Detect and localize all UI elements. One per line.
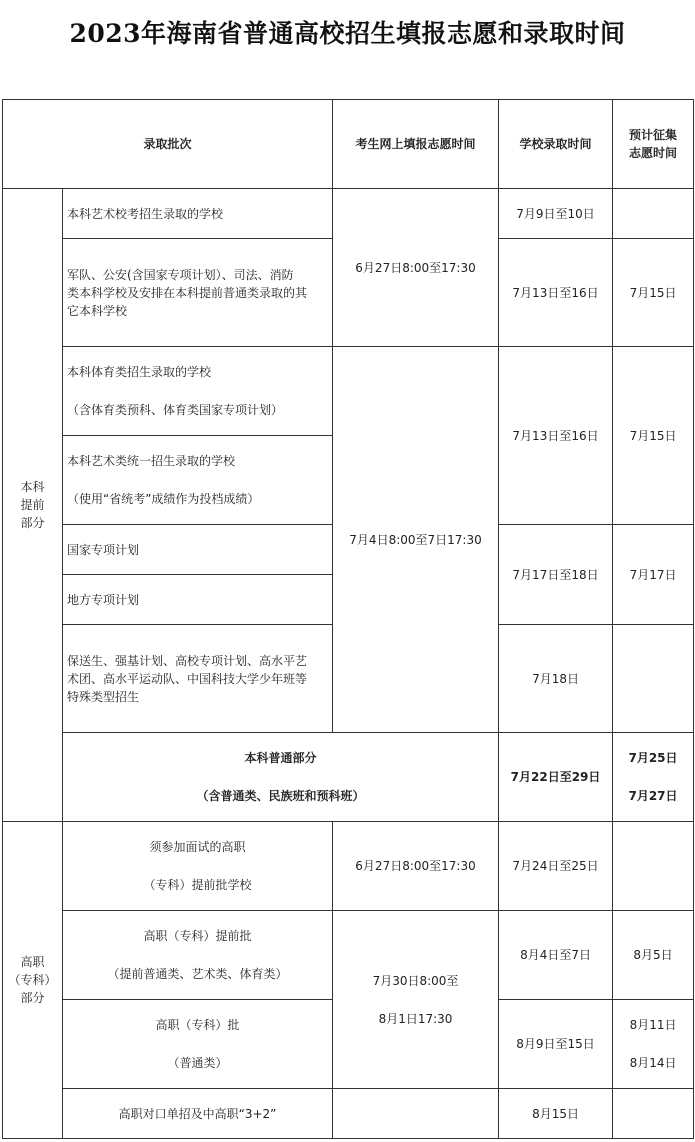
school-time-cell: 7月13日至16日	[499, 239, 613, 347]
online-time-line: 8月1日17:30	[378, 1011, 453, 1026]
school-time-cell: 7月9日至10日	[499, 189, 613, 239]
batch-label-line: 它本科学校	[67, 303, 128, 318]
table-header-row	[3, 100, 694, 189]
batch-label-line: （含普通类、民族班和预科班）	[196, 789, 365, 803]
header-batch: 录取批次	[3, 100, 333, 189]
online-time-cell	[333, 911, 499, 1089]
batch-sports	[63, 347, 333, 436]
solicit-time-cell	[613, 822, 694, 911]
solicit-time-cell: 8月5日	[613, 911, 694, 1000]
batch-label-line: 高职（专科）批	[155, 1018, 240, 1032]
school-time-cell: 8月9日至15日	[499, 1000, 613, 1089]
group-label-line: （专科）	[8, 973, 57, 987]
header-solicit-time	[613, 100, 694, 189]
page-title: 2023年海南省普通高校招生填报志愿和录取时间	[69, 19, 626, 48]
group-label-line: 部分	[20, 991, 45, 1005]
school-time-cell: 8月15日	[499, 1089, 613, 1139]
batch-label-line: 类本科学校及安排在本科提前普通类录取的其	[67, 285, 308, 300]
online-time-cell: 6月27日8:00至17:30	[333, 822, 499, 911]
batch-label-line: 术团、高水平运动队、中国科技大学少年班等	[67, 671, 308, 686]
group-label-line: 部分	[20, 516, 45, 530]
table-row	[3, 189, 694, 239]
admission-schedule-table	[2, 99, 694, 1139]
batch-special	[63, 625, 333, 733]
batch-regular	[63, 733, 499, 822]
solicit-time-cell	[613, 625, 694, 733]
batch-voc-early	[63, 911, 333, 1000]
group-label-line: 提前	[20, 498, 45, 512]
group-label-line: 高职	[20, 955, 45, 969]
solicit-time-cell	[613, 189, 694, 239]
batch-label-line: 本科艺术类统一招生录取的学校	[67, 454, 236, 468]
header-solicit-line-1: 预计征集	[629, 128, 678, 142]
online-time-line: 7月30日8:00至	[372, 973, 459, 988]
online-time-cell: 7月4日8:00至7日17:30	[333, 347, 499, 733]
table-row	[3, 347, 694, 436]
batch-counterpart: 高职对口单招及中高职“3+2”	[63, 1089, 333, 1139]
solicit-line: 7月27日	[628, 789, 678, 803]
school-time-cell: 7月13日至16日	[499, 347, 613, 525]
batch-label-line: （专科）提前批学校	[143, 878, 252, 892]
school-time-cell: 7月18日	[499, 625, 613, 733]
batch-label-line: （提前普通类、艺术类、体育类）	[107, 967, 288, 981]
table-row	[3, 733, 694, 822]
solicit-line: 7月25日	[628, 751, 678, 765]
batch-art-unified	[63, 436, 333, 525]
header-school-time: 学校录取时间	[499, 100, 613, 189]
solicit-time-cell: 7月15日	[613, 239, 694, 347]
solicit-time-cell: 7月17日	[613, 525, 694, 625]
online-time-cell: 6月27日8:00至17:30	[333, 189, 499, 347]
solicit-line: 8月14日	[629, 1056, 677, 1070]
batch-label-line: （含体育类预科、体育类国家专项计划）	[67, 403, 284, 417]
batch-label-line: 高职（专科）提前批	[143, 929, 252, 943]
batch-label-line: （使用“省统考”成绩作为投档成绩）	[67, 492, 260, 506]
school-time-cell: 7月17日至18日	[499, 525, 613, 625]
batch-interview	[63, 822, 333, 911]
batch-label-line: 保送生、强基计划、高校专项计划、高水平艺	[67, 653, 308, 668]
batch-local-plan: 地方专项计划	[63, 575, 333, 625]
solicit-line: 8月11日	[629, 1018, 677, 1032]
header-solicit-line-2: 志愿时间	[629, 146, 678, 160]
batch-voc-regular	[63, 1000, 333, 1089]
school-time-cell: 7月24日至25日	[499, 822, 613, 911]
header-online-time: 考生网上填报志愿时间	[333, 100, 499, 189]
batch-military	[63, 239, 333, 347]
batch-label-line: 须参加面试的高职	[149, 840, 246, 854]
batch-label-line: 军队、公安(含国家专项计划）、司法、消防	[67, 267, 294, 282]
batch-label-line: 本科体育类招生录取的学校	[67, 365, 212, 379]
school-time-cell: 8月4日至7日	[499, 911, 613, 1000]
batch-national-plan: 国家专项计划	[63, 525, 333, 575]
group-vocational	[3, 822, 63, 1139]
online-time-cell	[333, 1089, 499, 1139]
solicit-time-cell	[613, 1000, 694, 1089]
batch-label-line: （普通类）	[167, 1056, 228, 1070]
group-label-line: 本科	[20, 480, 45, 494]
group-early-undergrad	[3, 189, 63, 822]
solicit-time-cell	[613, 733, 694, 822]
solicit-time-cell: 7月15日	[613, 347, 694, 525]
table-row	[3, 911, 694, 1000]
table-row	[3, 1089, 694, 1139]
solicit-time-cell	[613, 1089, 694, 1139]
batch-label-line: 本科普通部分	[244, 751, 317, 765]
batch-label-line: 特殊类型招生	[67, 689, 140, 704]
school-time-cell: 7月22日至29日	[499, 733, 613, 822]
table-row	[3, 822, 694, 911]
batch-art-school: 本科艺术校考招生录取的学校	[63, 189, 333, 239]
